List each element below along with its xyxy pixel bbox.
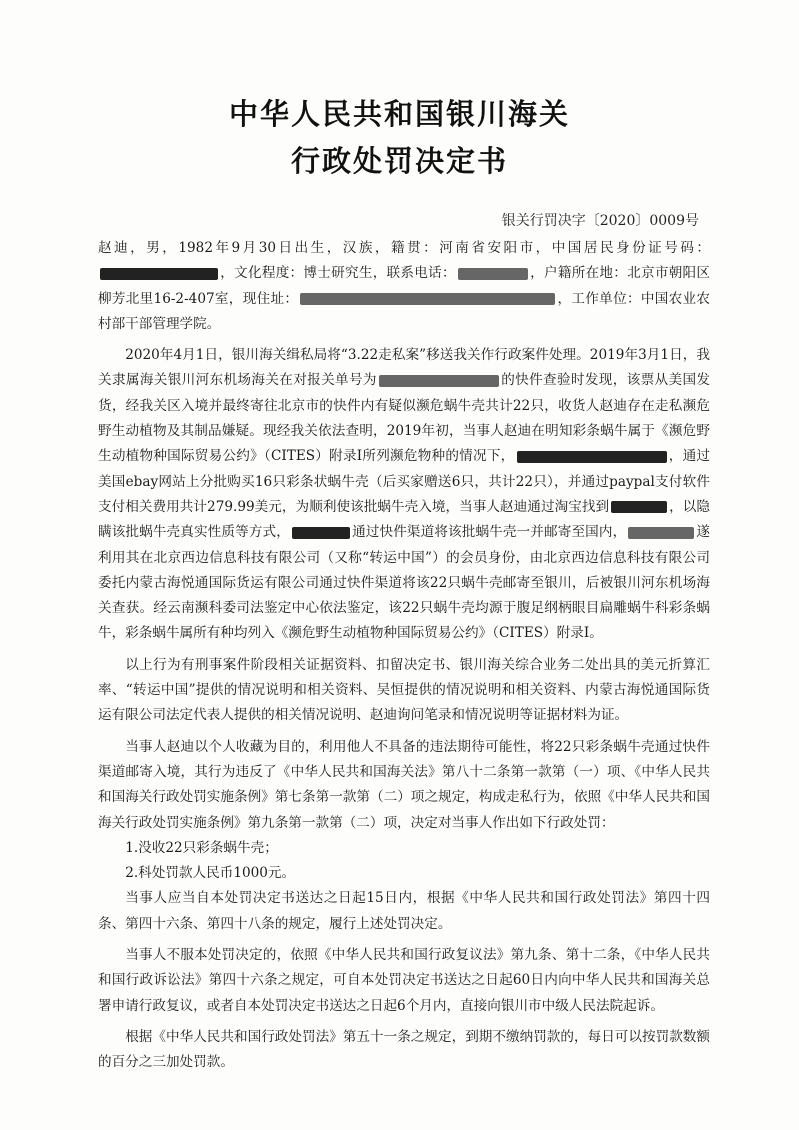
redaction-block [292,527,350,539]
late-fee-paragraph: 根据《中华人民共和国行政处罚法》第五十一条之规定，到期不缴纳罚款的，每日可以按罚款数额的百分之三加处罚款。 [98,1028,710,1071]
facts-paragraph [98,343,710,647]
facts-text: 2020年4月1日，银川海关缉私局将“3.22走私案”移送我关作行政案件处理。2019年3月1日，我关隶属海关银川河东机场海关在对报关单号为 [98,347,710,389]
document-subtitle: 行政处罚决定书 [290,144,508,178]
redaction-block [300,293,555,305]
evidence-paragraph: 以上行为有刑事案件阶段相关证据资料、扣留决定书、银川海关综合业务二处出具的美元折算汇率、“转运中国”提供的情况说明和相关资料、吴恒提供的情况说明和相关资料、内蒙古海悦通国际货运有限公司法定代表人提供的相关情况说明、赵迪询问笔录和情况说明等证据材料为证。 [98,656,710,724]
penalty-item-2: 2.科处罚款人民币1000元。 [125,865,296,882]
party-info-text: 赵迪，男，1982年9月30日出生，汉族，籍贯：河南省安阳市，中国居民身份证号码： [98,240,710,256]
appeal-paragraph: 当事人不服本处罚决定的，依照《中华人民共和国行政复议法》第九条、第十二条，《中华人民共和国行政诉讼法》第四十六条之规定，可自本处罚决定书送达之日起60日内向中华人民共和国海关总署申请行政复议，或者自本处罚决定书送达之日起6个月内，直接向银川市中级人民法院起诉。 [98,947,710,1014]
party-info-text: ，户籍所在地：北京市朝阳区柳芳北里16-2-407室，现住址： [98,265,711,307]
facts-text: 遂利用其在北京西边信息科技有限公司（又称“转运中国”）的会员身份，由北京西边信息科技有限公司委托内蒙古海悦通国际货运有限公司通过快件渠道将该22只蜗牛壳邮寄至银川，后被银川河东机场海关查获。经云南濒科委司法鉴定中心依法鉴定，该22只蜗牛壳均源于腹足纲柄眼目扁雕蜗牛科彩条蜗牛，彩条蜗牛属所有种均列入《濒危野生动植物种国际贸易公约》（CITES）附录I。 [98,524,711,642]
redaction-block [100,268,218,280]
facts-text: ，通过美国ebay网站上分批购买16只彩条状蜗牛壳（后买家赠送6只，共计22只），并通过paypal支付软件支付相关费用共计279.99美元，为顺利使该批蜗牛壳入境，当事人赵迪通过淘宝找到 [98,448,710,515]
redaction-block [628,527,694,539]
party-info-text: ，工作单位：中国农业农村部干部管理学院。 [98,290,710,332]
redaction-block [379,375,499,387]
document-number: 银关行罚决字〔2020〕0009号 [501,213,699,229]
facts-text: 通过快件渠道将该批蜗牛壳一并邮寄至国内， [351,524,627,541]
redaction-block [611,501,667,513]
document-body [98,236,710,1076]
party-info-text: ，文化程度：博士研究生，联系电话： [220,265,456,282]
document-title: 中华人民共和国银川海关 [228,97,570,131]
ruling-paragraph: 当事人赵迪以个人收藏为目的，利用他人不具备的违法期待可能性，将22只彩条蜗牛壳通过快件渠道邮寄入境，其行为违反了《中华人民共和国海关法》第八十二条第一款第（一）项、《中华人民共和国海关行政处罚实施条例》第七条第一款第（二）项之规定，构成走私行为，依照《中华人民共和国海关行政处罚实施条例》第九条第一款第（二）项，决定对当事人作出如下行政处罚： [98,738,710,831]
party-info-paragraph [98,236,710,337]
facts-text: ，以隐瞒该批蜗牛壳真实性质等方式， [98,498,711,541]
redaction-block [517,451,667,463]
penalty-item-1: 1.没收22只彩条蜗牛壳； [125,839,278,856]
redaction-block [458,268,528,280]
deadline-paragraph: 当事人应当自本处罚决定书送达之日起15日内，根据《中华人民共和国行政处罚法》第四十四条、第四十六条、第四十八条的规定，履行上述处罚决定。 [98,890,710,932]
facts-text: 的快件查验时发现，该票从美国发货，经我关区入境并最终寄往北京市的快件内有疑似濒危蜗牛壳共计22只，收货人赵迪存在走私濒危野生动植物及其制品嫌疑。现经我关依法查明，2019年初，当事人赵迪在明知彩条蜗牛属于《濒危野生动植物种国际贸易公约》（CITES）附录I所列濒危物种的情况下， [98,372,711,465]
